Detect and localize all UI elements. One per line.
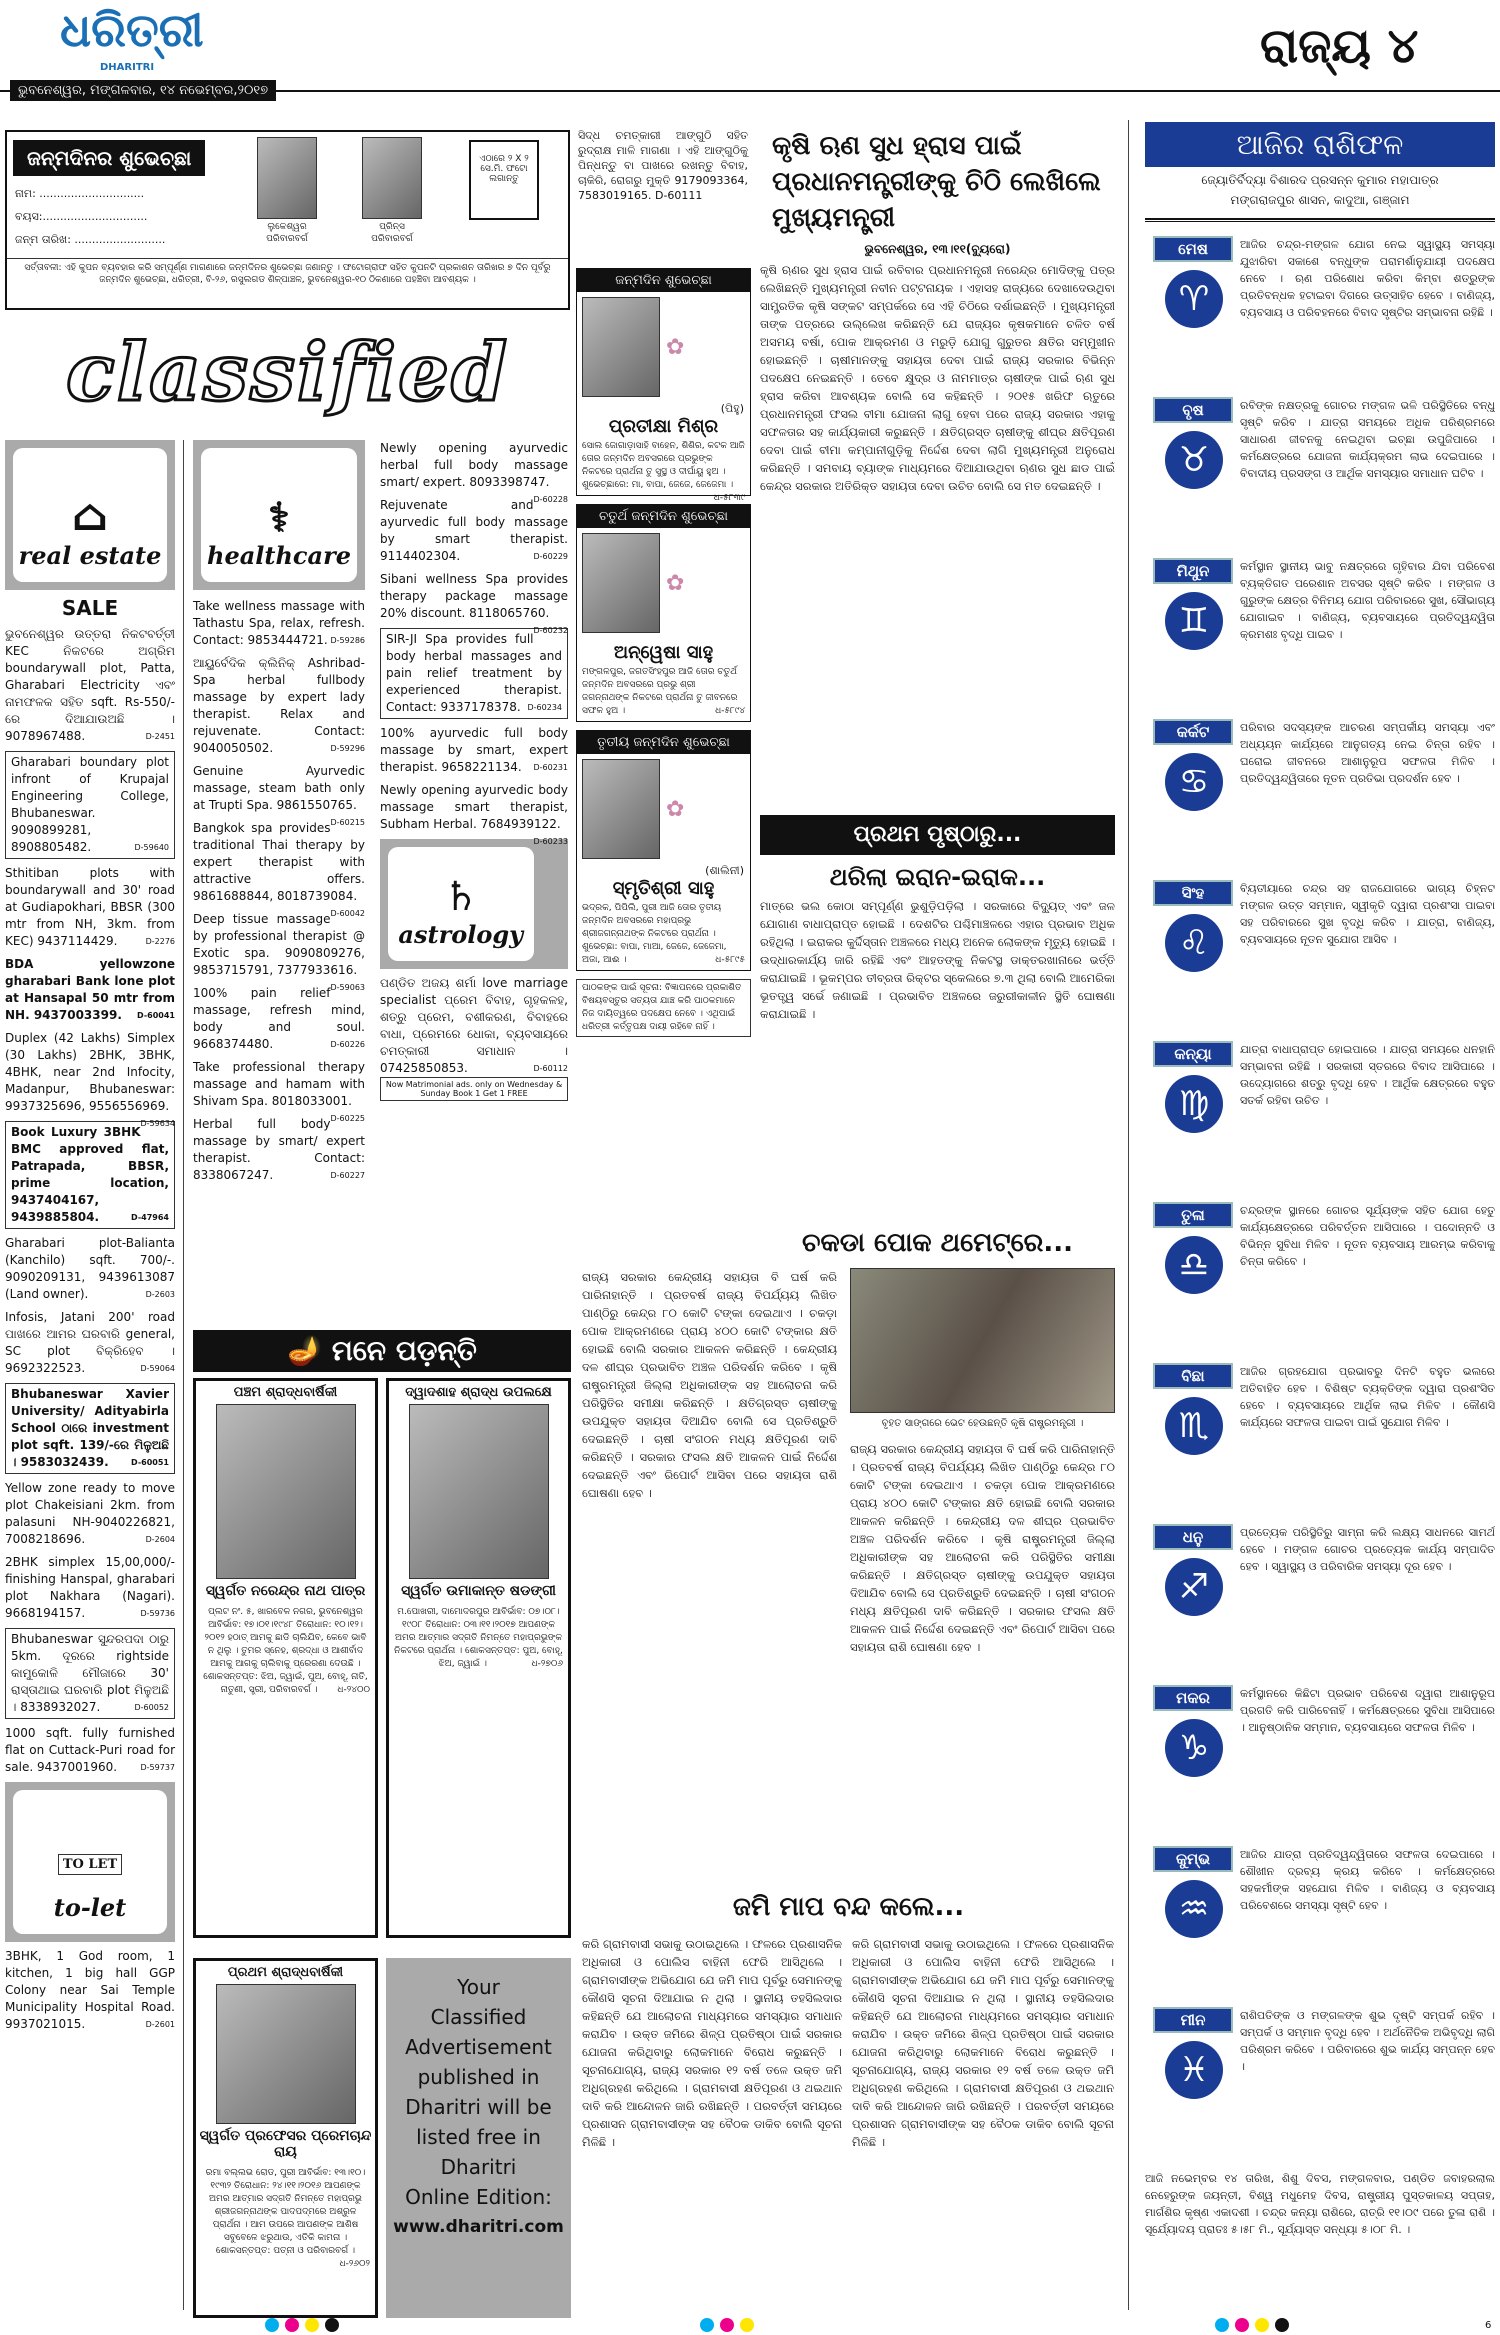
stethoscope-icon: ⚕ — [268, 494, 290, 541]
land-body: କରି ଗ୍ରାମବାସୀ ସଭାକୁ ଉଠାଇଥିଲେ । ଫଳରେ ପ୍ରଶାସନିକ ଅଧିକାରୀ ଓ ପୋଲିସ ବାହିନୀ ଫେରି ଆସିଥିଲେ । ଗ୍ରାମବାସୀଙ୍କ ଅଭିଯୋଗ ଯେ ଜମି ମାପ ପୂର୍ବରୁ ସେମାନଙ୍କୁ କୌଣସି ସୂଚନା ଦିଆଯାଇ ନ ଥିଲା । ସ୍ଥାନୀୟ ତହସିଲଦାର କହିଛନ୍ତି ଯେ ଆଲୋଚନା ମାଧ୍ୟମରେ ସମସ୍ୟାର ସମାଧାନ କରାଯିବ । ଉକ୍ତ ଜମିରେ ଶିଳ୍ପ ପ୍ରତିଷ୍ଠା ପାଇଁ ସରକାର ଯୋଜନା କରିଥିବାରୁ ଲୋକମାନେ ବିରୋଧ କରୁଛନ୍ତି । ସୂଚନାଯୋଗ୍ୟ, ରାଜ୍ୟ ସରକାର ୧୨ ବର୍ଷ ତଳେ ଉକ୍ତ ଜମି ଅଧିଗ୍ରହଣ କରିଥିଲେ । ଗ୍ରାମବାସୀ କ୍ଷତିପୂରଣ ଓ ଥଇଥାନ ଦାବି କରି ଆନ୍ଦୋଳନ ଜାରି ରଖିଛନ୍ତି । ପରବର୍ତ୍ତୀ ସମୟରେ ପ୍ରଶାସନ ଗ୍ରାମବାସୀଙ୍କ ସହ ବୈଠକ ଡାକିବ ବୋଲି ସୂଚନା ମିଳିଛି । — [582, 1937, 842, 2149]
ad-code: D-59640 — [134, 843, 169, 852]
ad-line: Dharitri — [440, 2155, 517, 2179]
page-section-label: ରାଜ୍ୟ ୪ — [1260, 18, 1419, 74]
classified-ad — [193, 1059, 365, 1123]
ad-text: Genuine Ayurvedic massage, steam bath only at Trupti Spa. 9861550765. — [193, 764, 365, 812]
ad-text: Infosis, Jatani 200' road ପାଖରେ ଆମର ଘରବାରି general, SC plot ବିକ୍ରିହେବ । 9692322523. — [5, 1310, 175, 1375]
obituary-text — [196, 1603, 375, 1700]
birthday-wish — [576, 268, 751, 503]
classified-ad — [5, 1480, 175, 1548]
birthday-wish — [576, 504, 751, 722]
double-rule — [1145, 218, 1495, 222]
cyan-mark — [1215, 2318, 1229, 2332]
ad-code: D-60227 — [330, 1171, 365, 1180]
ad-code: ଧ-୨୪୦୦ — [337, 1685, 370, 1695]
cyan-mark — [265, 2318, 279, 2332]
zodiac-sign-icon: ♊ — [1165, 592, 1223, 650]
ad-code: D-2604 — [145, 1535, 175, 1544]
birthday-coupon — [5, 130, 570, 310]
horoscope-text: ଆଜିର ଚନ୍ଦ୍ର-ମଙ୍ଗଳ ଯୋଗ ନେଇ ସ୍ୱାସ୍ଥ୍ୟ ସମସ୍ୟା ଯୁଝାରିବା ସକାଶେ ବନ୍ଧୁଙ୍କ ପରାମର୍ଶାନୁଯାୟୀ ପଦକ୍ଷେପ ନେବେ । ଋଣ ପରିଶୋଧ କରିବା କିମ୍ବା ଶତ୍ରୁଙ୍କ ପ୍ରତିବନ୍ଧକ ହଟାଇବା ଦିଗରେ ଉତ୍ସାହିତ ହେବେ । ବାଣିଜ୍ୟ, ବ୍ୟବସାୟ ଓ ପରିବହନରେ ବିବାଦ ସୃଷ୍ଟିର ସମ୍ଭାବନା ରହିଛି । — [1240, 238, 1495, 319]
obituary-title: ପଞ୍ଚମ ଶ୍ରାଦ୍ଧବାର୍ଷିକୀ — [233, 1385, 338, 1400]
horoscope-text: ପ୍ରତ୍ୟେକ ପରିସ୍ଥିତିରୁ ସାମ୍ନା କରି ଲକ୍ଷ୍ୟ ସାଧନରେ ସାମର୍ଥ ହେବେ । ମଙ୍ଗଳ ଗୋଚର ପ୍ରତ୍ୟେକ କାର୍ଯ୍ୟ ସମ୍ପାଦିତ ହେବ । ସ୍ୱାସ୍ଥ୍ୟ ଓ ପରିବାରିକ ସମସ୍ୟା ଦୂର ହେବ । — [1240, 1526, 1495, 1573]
matrimonial-note: Now Matrimonial ads. only on Wednesday & Sunday Book 1 Get 1 FREE — [380, 1077, 568, 1101]
website-link[interactable]: www.dharitri.com — [393, 2217, 564, 2237]
zodiac-entry — [1145, 1037, 1495, 1197]
ad-text: ଆୟୁର୍ବେଦିକ କ୍ଲିନିକ୍ Ashribad-Spa herbal fullbody massage by expert lady therapist. Relax and rejuvenate. Contact: 9040050502. — [193, 656, 365, 755]
sale-heading: SALE — [61, 596, 119, 620]
magenta-mark — [285, 2318, 299, 2332]
yellow-mark — [305, 2318, 319, 2332]
child-name: ପ୍ରତୀକ୍ଷା ମିଶ୍ର — [608, 416, 719, 437]
ad-code: D-60225 — [330, 1114, 365, 1123]
obituary-body: ରମା ବଲ୍ଲଭ ରୋଡ, ପୁରୀ ଆବିର୍ଭାବ: ୧୩।୧୦।୧୯୩୨ ତିରୋଧାନ: ୨୪।୧୧।୨୦୧୬ ଆପଣଙ୍କ ଅମର ଆତ୍ମାର ସଦ୍ଗତି ନିମନ୍ତେ ମହାପ୍ରଭୁ ଶ୍ରୀଜଗନ୍ନାଥଙ୍କ ପାଦପଦ୍ମରେ ଅଶ୍ରୁଳ ପ୍ରାର୍ଥନା । ଆମ ଉପରେ ଆପଣଙ୍କ ଆଶିଷ ସବୁବେଳେ ଝରୁଥାଉ, ଏତିକି କାମନା । ଶୋକସନ୍ତପ୍ତ: ପତ୍ନୀ ଓ ପରିବାରବର୍ଗ । — [205, 2168, 366, 2256]
ad-code: D-60228 — [533, 495, 568, 504]
zodiac-entry — [1145, 1198, 1495, 1358]
black-mark — [1275, 2318, 1289, 2332]
horoscope-text: କର୍ମସ୍ଥାନ ସ୍ଥାନୀୟ ଭାବୁ ନକ୍ଷତ୍ରରେ ଗୃହିବାର ଯିବା ପରିବେଶ ବ୍ୟକ୍ତିଗତ ପରେଶାନ ଅବସର ସୃଷ୍ଟି କରିବ । ମଙ୍ଗଳ ଓ ଗୁରୁଙ୍କ କ୍ଷେତ୍ର ବିନିମୟ ଯୋଗ ପରିବାରରେ ସୁଖ, ସୌଭାଗ୍ୟ ଯୋଗାଇବ । ବାଣିଜ୍ୟ, ବ୍ୟବସାୟରେ ପ୍ରତିଦ୍ୱନ୍ଦ୍ୱିତା କ୍ରମଶଃ ବୃଦ୍ଧି ପାଇବ । — [1240, 560, 1495, 641]
obituary-notice — [193, 1958, 378, 2318]
lead-article — [760, 128, 1115, 808]
column-divider — [1128, 120, 1129, 2310]
dateline: ଭୁବନେଶ୍ୱର, ମଙ୍ଗଳବାର, ୧୪ ନଭେମ୍ବର,୨୦୧୭ — [10, 80, 276, 101]
zodiac-sign-icon: ♐ — [1165, 1558, 1223, 1616]
mane-padanti-banner — [193, 1330, 571, 1372]
magenta-mark — [720, 2318, 734, 2332]
zodiac-entry — [1145, 393, 1495, 553]
page-number: 6 — [1485, 2320, 1492, 2331]
ad-text: BDA yellowzone gharabari Bank lone plot at Hansapal 50 mtr from NH. 9437003399. — [5, 957, 175, 1022]
ad-line: Online Edition: — [405, 2185, 552, 2209]
ad-code: D-2603 — [145, 1290, 175, 1299]
ad-code: ଧ-୨୬୦୨ — [339, 2259, 370, 2269]
lead-body: କୃଷି ଋଣର ସୁଧ ହ୍ରାସ ପାଇଁ ରବିବାର ପ୍ରଧାନମନ୍ତ୍ରୀ ନରେନ୍ଦ୍ର ମୋଦିଙ୍କୁ ପତ୍ର ଲେଖିଛନ୍ତି ମୁଖ୍ୟମନ୍ତ୍ରୀ ନବୀନ ପଟ୍ଟନାୟକ । ଏହାସହ ରାଜ୍ୟରେ ଦେଖାଦେଉଥିବା ସାମ୍ପ୍ରତିକ କୃଷି ସଙ୍କଟ ସମ୍ପର୍କରେ ସେ ଏହି ଚିଠିରେ ଦର୍ଶାଇଛନ୍ତି । ମୁଖ୍ୟମନ୍ତ୍ରୀ ତାଙ୍କ ପତ୍ରରେ ଉଲ୍ଲେଖ କରିଛନ୍ତି ଯେ ରାଜ୍ୟର କୃଷକମାନେ ଚଳିତ ବର୍ଷ ଅସମୟ ବର୍ଷା, ପୋକ ଆକ୍ରମଣ ଓ ମରୁଡ଼ି ଯୋଗୁ ଗୁରୁତର କ୍ଷତିର ସମ୍ମୁଖୀନ ହୋଇଛନ୍ତି । ଚାଷୀମାନଙ୍କୁ ସହାୟତା ଦେବା ପାଇଁ ରାଜ୍ୟ ସରକାର ବିଭିନ୍ନ ପଦକ୍ଷେପ ନେଇଛନ୍ତି । ତେବେ କ୍ଷୁଦ୍ର ଓ ନାମମାତ୍ର ଚାଷୀଙ୍କ ପାଇଁ ଋଣ ସୁଧ ହ୍ରାସ କରିବା ଆବଶ୍ୟକ ବୋଲି ସେ କହିଛନ୍ତି । ୨୦୧୫ ଖରିଫ ଋତୁରେ ପ୍ରଧାନମନ୍ତ୍ରୀ ଫସଲ ବୀମା ଯୋଜନା ଲାଗୁ ହେବା ପରେ ରାଜ୍ୟ ସରକାର ଏହାକୁ ସଫଳତାର ସହ କାର୍ଯ୍ୟକାରୀ କରୁଛନ୍ତି । କ୍ଷତିଗ୍ରସ୍ତ ଚାଷୀଙ୍କୁ ଶୀଘ୍ର କ୍ଷତିପୂରଣ ଦେବା ପାଇଁ ବୀମା କମ୍ପାନୀଗୁଡ଼ିକୁ ନିର୍ଦ୍ଦେଶ ଦେବା ଲାଗି ମୁଖ୍ୟମନ୍ତ୍ରୀ ଅନୁରୋଧ କରିଛନ୍ତି । ସମବାୟ ବ୍ୟାଙ୍କ ମାଧ୍ୟମରେ ଦିଆଯାଉଥିବା ଋଣର ସୁଧ ଛାଡ ପାଇଁ କେନ୍ଦ୍ର ସରକାର ଅତିରିକ୍ତ ସହାୟତା ଦେବା ଉଚିତ ବୋଲି ସେ ମତ ଦେଇଛନ୍ତି । — [760, 263, 1115, 493]
horoscope-text: ଚନ୍ଦ୍ରଙ୍କ ସ୍ଥାନରେ ଗୋଚର ସୂର୍ଯ୍ୟଙ୍କ ସହିତ ଯୋଗ ହେତୁ କାର୍ଯ୍ୟକ୍ଷେତ୍ରରେ ପରିବର୍ତ୍ତନ ଆସିପାରେ । ପଦୋନ୍ନତି ଓ ବିଭିନ୍ନ ସୁବିଧା ମିଳିବ । ନୂତନ ବ୍ୟବସାୟ ଆରମ୍ଭ କରିବାକୁ ଚିନ୍ତା କରିବେ । — [1240, 1204, 1495, 1268]
ad-code: ଧ-୫୮୯୪ — [715, 706, 745, 716]
ad-code: ଧ-୫୮୩୯ — [713, 493, 745, 503]
classified-ad — [380, 628, 568, 719]
zodiac-sign-icon: ♉ — [1165, 431, 1223, 489]
ad-code: D-60232 — [533, 626, 568, 635]
healthcare-label: healthcare — [207, 541, 351, 570]
child-photo — [362, 137, 422, 219]
ad-text: Deep tissue massage by professional therapist @ Exotic spa. 9090809276, 9853715791, 7377933616. — [193, 912, 365, 977]
classified-ad — [5, 1030, 175, 1128]
zodiac-sign-icon: ♒ — [1165, 1880, 1223, 1938]
horoscope-text: ରାଶିପତିଙ୍କ ଓ ମଙ୍ଗଳଙ୍କ ଶୁଭ ଦୃଷ୍ଟି ସମ୍ପର୍କ ରହିବ । ସମ୍ପର୍କ ଓ ସମ୍ମାନ ବୃଦ୍ଧି ହେବ । ଅର୍ଥନୈତିକ ଅଭିବୃଦ୍ଧି ଲାଗି ପରିଶ୍ରମ କରିବେ । ପରିବାରରେ ଶୁଭ କାର୍ଯ୍ୟ ସମ୍ପନ୍ନ ହେବ । — [1240, 2009, 1495, 2073]
obituaries — [193, 1378, 571, 2318]
horoscope-text: କର୍ମସ୍ଥାନରେ କିଛିଟା ପ୍ରଭାବ ପରିବେଶ ଦ୍ୱାରା ଆଶାନୁରୂପ ପ୍ରଗତି କରି ପାରିବେନାହିଁ । କର୍ମକ୍ଷେତ୍ରରେ ସୁବିଧା ଆସିପାରେ । ଆନୁଷ୍ଠାନିକ ସମ୍ମାନ, ବ୍ୟବସାୟରେ ସଫଳତା ମିଳିବ । — [1240, 1687, 1495, 1734]
print-registration-marks — [0, 2318, 1470, 2335]
lead-dateline: ଭୁବନେଶ୍ୱର, ୧୩।୧୧(ବ୍ୟୁରୋ) — [864, 242, 1011, 256]
wish-body: ସୋଲ ଜୋଗାଡ଼ାସାହି ବାହେନ, ଶିଶିର, କଟକ ଆଜି ତୋର ଜନ୍ମଦିନ ଅବସରରେ ପ୍ରଭୁଙ୍କ ନିକଟରେ ପ୍ରାର୍ଥନା ତୁ ସୁସ୍ଥ ଓ ଦୀର୍ଘାୟୁ ହୁଅ । ଶୁଭେଚ୍ଛାରେ: ମା, ବାପା, ଜେଜେ, ଜେଜେମା । — [582, 441, 745, 490]
deceased-name: ସ୍ୱର୍ଗତ ପ୍ରଫେସର ପ୍ରେମଚାନ୍ଦ ରାୟ — [199, 2128, 372, 2160]
ad-code: D-2451 — [145, 732, 175, 741]
zodiac-sign-icon: ♍ — [1165, 1075, 1223, 1133]
zodiac-name: କନ୍ୟା — [1153, 1041, 1233, 1067]
ad-text: Gharabari plot-Balianta (Kanchilo) sqft. 700/-. 9090209131, 9439613087 (Land owner). — [5, 1236, 175, 1301]
ad-code: D-47964 — [131, 1213, 169, 1222]
zodiac-name: ବିଛା — [1153, 1363, 1233, 1389]
wish-text — [577, 899, 750, 970]
astrologer-name: ଜ୍ୟୋତିର୍ବିଦ୍ୟା ବିଶାରଦ ପ୍ରସନ୍ନ କୁମାର ମହାପାତ୍ର — [1201, 173, 1439, 187]
zodiac-entry — [1145, 1842, 1495, 2002]
zodiac-name: ବୃଷ — [1153, 397, 1233, 423]
classified-ad — [5, 956, 175, 1024]
ring-ad: ସିଦ୍ଧ ଚମତ୍କାରୀ ଆଙ୍ଗୁଠି ସହିତ ରୁଦ୍ରାକ୍ଷ ମାଳି ମାଗଣା । ଏହି ଆଙ୍ଗୁଠିକୁ ପିନ୍ଧନ୍ତୁ ବା ପାଖରେ ରଖନ୍ତୁ ବିବାହ, ଚାକିରି, ରୋଗରୁ ମୁକ୍ତି 9179093364, 7583019165. D-60111 — [578, 129, 748, 202]
land-headline: ଜମି ମାପ ବନ୍ଦ କଲେ... — [732, 1892, 965, 1922]
continued-headline: ଥରିଲା ଇରାନ-ଇରାକ... — [829, 863, 1046, 891]
to-let-sign-icon: TO LET — [58, 1854, 122, 1875]
ad-line: published in — [417, 2065, 540, 2089]
zodiac-name: ମେଷ — [1153, 236, 1233, 262]
house-icon: ⌂ — [71, 490, 109, 541]
ad-code: D-59736 — [140, 1609, 175, 1618]
zodiac-entry — [1145, 232, 1495, 392]
ad-code: D-60231 — [533, 763, 568, 772]
ad-text: Duplex (42 Lakhs) Simplex (30 Lakhs) 2BHK, 3BHK, 4BHK, near 2nd Infocity, Madanpur, Bhubaneswar: 9937325696, 9556556969. — [5, 1031, 175, 1113]
zodiac-sign-icon: ♈ — [1165, 270, 1223, 328]
horoscope-text: ଯାତ୍ରା ବାଧାପ୍ରାପ୍ତ ହୋଇପାରେ । ଯାତ୍ରା ସମୟରେ ଧନହାନି ସମ୍ଭାବନା ରହିଛି । ସରକାରୀ ସ୍ତରରେ ବିବାଦ ଆସିପାରେ । ଉଦ୍ୟୋଗରେ ଶତ୍ରୁ ବୃଦ୍ଧି ହେବ । ଆର୍ଥିକ କ୍ଷେତ୍ରରେ ବହୁତ ସତର୍କ ରହିବା ଉଚିତ । — [1240, 1043, 1495, 1107]
to-let-icon-ad — [5, 1782, 175, 1942]
ad-text: Gharabari boundary plot infront of Krupajal Engineering College, Bhubaneswar. 9090899281, 8908805482. — [11, 755, 169, 854]
continued-body: ମାତ୍ରେ ଭଲ କୋଠା ସମ୍ପୂର୍ଣ୍ଣ ଭୁଶୁଡ଼ିପଡ଼ିଲା । ସରକାରେ ବିଦ୍ୟୁତ୍ ଏବଂ ଜଳ ଯୋଗାଣ ବାଧାପ୍ରାପ୍ତ ହୋଇଛି । ଦେଶଟିର ପଶ୍ଚିମାଞ୍ଚଳରେ ଏହାର ପ୍ରଭାବ ଅଧିକ ରହିଥିଲା । ଇରାକର କୁର୍ଦ୍ଦିସ୍ତାନ ଅଞ୍ଚଳରେ ମଧ୍ୟ ଅନେକ ଲୋକଙ୍କ ମୃତ୍ୟୁ ହୋଇଛି । ଉଦ୍ଧାରକାର୍ଯ୍ୟ ଜାରି ରହିଛି ଏବଂ ଆହତଙ୍କୁ ନିକଟସ୍ଥ ଡାକ୍ତରଖାନାରେ ଭର୍ତ୍ତି କରାଯାଇଛି । ଭୂକମ୍ପର ତୀବ୍ରତା ରିକ୍ଟର ସ୍କେଲରେ ୭.୩ ଥିଲା ବୋଲି ଆମେରିକା ଭୂତତ୍ତ୍ୱ ସର୍ଭେ ଜଣାଇଛି । ପ୍ରଭାବିତ ଅଞ୍ଚଳରେ ଜରୁରୀକାଳୀନ ସ୍ଥିତି ଘୋଷଣା କରାଯାଇଛି । — [760, 899, 1115, 1021]
classified-ad — [193, 598, 365, 649]
obituary-title: ଦ୍ୱାଦଶାହ ଶ୍ରାଦ୍ଧ ଉପଲକ୍ଷେ — [405, 1385, 552, 1400]
magenta-mark — [1235, 2318, 1249, 2332]
ad-text: Bhubaneswar Xavier University/ Adityabirla School ଠାରେ investment plot sqft. 139/-ରେ ମିଳୁଅଛି । 9583032439. — [11, 1387, 169, 1469]
child-photo — [582, 759, 660, 859]
free-online-ad — [386, 1958, 571, 2318]
pest-body-continued: ରାଜ୍ୟ ସରକାର କେନ୍ଦ୍ରୀୟ ସହାୟତା ବି ଘର୍ଷ କରି ପାରିନାହାନ୍ତି । ପ୍ରତବର୍ଷ ରାଜ୍ୟ ବିପର୍ଯ୍ୟୟ ଲିଖିତ ପାଣ୍ଠିରୁ କେନ୍ଦ୍ର ୮୦ କୋଟି ଟଙ୍କା ଦେଇଥାଏ । ଚକଡ଼ା ପୋକ ଆକ୍ରମଣରେ ପ୍ରାୟ ୪୦୦ କୋଟି ଟଙ୍କାର କ୍ଷତି ହୋଇଛି ବୋଲି ସରକାର ଆକଳନ କରିଛନ୍ତି । କେନ୍ଦ୍ରୀୟ ଦଳ ଶୀଘ୍ର ପ୍ରଭାବିତ ଅଞ୍ଚଳ ପରିଦର୍ଶନ କରିବେ । କୃଷି ରାଷ୍ଟ୍ରମନ୍ତ୍ରୀ ଜିଲ୍ଲା ଅଧିକାରୀଙ୍କ ସହ ଆଲୋଚନା କରି ପରିସ୍ଥିତିର ସମୀକ୍ଷା କରିଛନ୍ତି । କ୍ଷତିଗ୍ରସ୍ତ ଚାଷୀଙ୍କୁ ଉପଯୁକ୍ତ ସହାୟତା ଦିଆଯିବ ବୋଲି ସେ ପ୍ରତିଶ୍ରୁତି ଦେଇଛନ୍ତି । ଚାଷୀ ସଂଗଠନ ମଧ୍ୟ କ୍ଷତିପୂରଣ ଦାବି କରିଛନ୍ତି । ସରକାର ଫସଲ କ୍ଷତି ଆକଳନ ପାଇଁ ନିର୍ଦ୍ଦେଶ ଦେଇଛନ୍ତି ଏବଂ ରିପୋର୍ଟ ଆସିବା ପରେ ସହାୟତା ରାଶି ଘୋଷଣା ହେବ । — [850, 1442, 1115, 1654]
zodiac-name: ତୁଳା — [1153, 1202, 1233, 1228]
ad-code: D-59064 — [140, 1364, 175, 1373]
yellow-mark — [740, 2318, 754, 2332]
birthday-wishes-column — [576, 268, 751, 1037]
ad-text: Newly opening ayurvedic herbal full body massage smart/ expert. 8093398747. — [380, 441, 568, 489]
portrait-photo — [216, 1404, 356, 1579]
obituary-text — [196, 2164, 375, 2269]
horoscope-text: ରବିଙ୍କ ନକ୍ଷତ୍ରକୁ ଗୋଚର ମଙ୍ଗଳ ଭଳି ପରିସ୍ଥିତିରେ ବନ୍ଧୁ ସୃଷ୍ଟି କରିବ । ଯାତ୍ରା ସମୟରେ ଅଧିକ ପରିଶ୍ରମରେ ସାଧାରଣ ଜୀବନକୁ ନେଇଥିବା ଇଚ୍ଛା ଉପୁଜିପାରେ । କର୍ମକ୍ଷେତ୍ରରେ ଯୋଜନା କାର୍ଯ୍ୟକ୍ରମ ଲାଭ ଦେଇପାରେ । ବିବାଦୀୟ ପ୍ରସଙ୍ଗ ଓ ଆର୍ଥିକ ସମସ୍ୟାର ସମାଧାନ ଘଟିବ । — [1240, 399, 1495, 480]
ad-text: SIR-JI Spa provides full body herbal massages and pain relief treatment by experienced therapist. Contact: 9337178378. — [386, 632, 562, 714]
cyan-mark — [700, 2318, 714, 2332]
zodiac-name: ମକର — [1153, 1685, 1233, 1711]
ad-line: Your — [457, 1975, 500, 1999]
ad-code: D-60229 — [533, 552, 568, 561]
ad-code: D-2601 — [145, 2020, 175, 2029]
to-let-label: to-let — [53, 1893, 127, 1922]
pest-body: ରାଜ୍ୟ ସରକାର କେନ୍ଦ୍ରୀୟ ସହାୟତା ବି ଘର୍ଷ କରି ପାରିନାହାନ୍ତି । ପ୍ରତବର୍ଷ ରାଜ୍ୟ ବିପର୍ଯ୍ୟୟ ଲିଖିତ ପାଣ୍ଠିରୁ କେନ୍ଦ୍ର ୮୦ କୋଟି ଟଙ୍କା ଦେଇଥାଏ । ଚକଡ଼ା ପୋକ ଆକ୍ରମଣରେ ପ୍ରାୟ ୪୦୦ କୋଟି ଟଙ୍କାର କ୍ଷତି ହୋଇଛି ବୋଲି ସରକାର ଆକଳନ କରିଛନ୍ତି । କେନ୍ଦ୍ରୀୟ ଦଳ ଶୀଘ୍ର ପ୍ରଭାବିତ ଅଞ୍ଚଳ ପରିଦର୍ଶନ କରିବେ । କୃଷି ରାଷ୍ଟ୍ରମନ୍ତ୍ରୀ ଜିଲ୍ଲା ଅଧିକାରୀଙ୍କ ସହ ଆଲୋଚନା କରି ପରିସ୍ଥିତିର ସମୀକ୍ଷା କରିଛନ୍ତି । କ୍ଷତିଗ୍ରସ୍ତ ଚାଷୀଙ୍କୁ ଉପଯୁକ୍ତ ସହାୟତା ଦିଆଯିବ ବୋଲି ସେ ପ୍ରତିଶ୍ରୁତି ଦେଇଛନ୍ତି । ଚାଷୀ ସଂଗଠନ ମଧ୍ୟ କ୍ଷତିପୂରଣ ଦାବି କରିଛନ୍ତି । ସରକାର ଫସଲ କ୍ଷତି ଆକଳନ ପାଇଁ ନିର୍ଦ୍ଦେଶ ଦେଇଛନ୍ତି ଏବଂ ରିପୋର୍ଟ ଆସିବା ପରେ ସହାୟତା ରାଶି ଘୋଷଣା ହେବ । — [582, 1270, 837, 1500]
ad-text: 100% ayurvedic full body massage by smart, expert therapist. 9658221134. — [380, 726, 568, 774]
wish-title: ତୃତୀୟ ଜନ୍ମଦିନ ଶୁଭେଚ୍ଛା — [577, 731, 750, 754]
reader-notice: ପାଠକଙ୍କ ପାଇଁ ସୂଚନା: ବିଜ୍ଞାପନରେ ପ୍ରକାଶିତ ବିଷୟବସ୍ତୁର ସତ୍ୟତା ଯାଞ୍ଚ କରି ପାଠକମାନେ ନିଜ ଦାୟିତ୍ୱରେ ପଦକ୍ଷେପ ନେବେ । ଏଥିପାଇଁ ଧରିତ୍ରୀ କର୍ତ୍ତୃପକ୍ଷ ଦାୟୀ ରହିବେ ନାହିଁ । — [576, 979, 751, 1037]
zodiac-name: ଧନୁ — [1153, 1524, 1233, 1550]
portrait-photo — [409, 1404, 549, 1579]
classified-ad — [5, 1383, 175, 1474]
ad-code: D-59634 — [140, 1119, 175, 1128]
horoscope-text: ବ୍ୟିତୀୟାରେ ଚନ୍ଦ୍ର ସହ ରାଜଯୋଗରେ ଭାଗ୍ୟ ଚିହ୍ନଟ ମଙ୍ଗଳ ଉତ୍ତ ସମ୍ମାନ, ସ୍ୱୀକୃତି ଦ୍ୱାରା ପ୍ରଶଂସା ପାଇବା ସହ ପରିବାରରେ ସୁଖ ବୃଦ୍ଧି କରିବ । ଯାତ୍ରା, ବାଣିଜ୍ୟ, ବ୍ୟବସାୟରେ ନୂତନ ସୁଯୋଗ ଆସିବ । — [1240, 882, 1495, 946]
real-estate-column — [5, 440, 175, 2033]
photo-caption: ବୃହତ ସାଙ୍ଗରେ ଭେଟ ହେଉଛନ୍ତି କୃଷି ରାଷ୍ଟ୍ରମନ୍ତ୍ରୀ । — [881, 1418, 1084, 1429]
child-photo — [257, 137, 317, 219]
ad-code: D-60112 — [533, 1064, 568, 1073]
classified-ad — [380, 725, 568, 776]
healthcare-icon-ad — [193, 440, 365, 590]
photo-caption: ଲୁକେଶ୍ୱର ପରିବାରବର୍ଗ — [266, 222, 308, 244]
horoscope-text: ପରିବାର ସଦସ୍ୟଙ୍କ ଆଚରଣ ସମ୍ପର୍କୀୟ ସମସ୍ୟା ଏବଂ ଅଧ୍ୟୟନ କାର୍ଯ୍ୟରେ ଆନୁଗତ୍ୟ ନେଇ ଚିନ୍ତା ରହିବ । ଘରୋଇ ଜୀବନରେ ଆଶାନୁରୂପ ସଫଳତା ମିଳିବ । ପ୍ରତିଦ୍ୱନ୍ଦ୍ୱିତାରେ ନୂତନ ପ୍ରତିଭା ପ୍ରଦର୍ଶନ ହେବ । — [1240, 721, 1495, 785]
wish-text — [577, 437, 750, 503]
ad-code: D-59063 — [330, 983, 365, 992]
child-photo — [582, 533, 660, 633]
obituary-body: ମ.ପୋଖରୀ, ଦାମୋଦରପୁର ଆବିର୍ଭାବ: ୦୭।୦୮।୧୯୦୮ ତିରୋଧାନ: ୦୩।୧୧।୨୦୧୭ ଆପଣଙ୍କ ଅମର ଆତ୍ମାର ସଦ୍ଗତି ନିମନ୍ତେ ମହାପ୍ରଭୁଙ୍କ ନିକଟରେ ପ୍ରାର୍ଥନା । ଶୋକସନ୍ତପ୍ତ: ପୁଅ, ବୋହୂ, ଝିଅ, ଜ୍ୱାଇଁ । — [394, 1607, 563, 1669]
continued-article — [760, 815, 1115, 1220]
zodiac-name: ସିଂହ — [1153, 880, 1233, 906]
ad-text: Take wellness massage with Tathastu Spa, relax, refresh. Contact: 9853444721. — [193, 599, 365, 647]
child-name: ସ୍ମୃତିଶ୍ରୀ ସାହୁ — [612, 878, 715, 899]
child-name: ଅନ୍ୱେଷା ସାହୁ — [613, 642, 714, 663]
saturn-icon: ♄ — [442, 873, 479, 920]
obituary-body: ପ୍ଲଟ ନଂ. ୫, ଖାରବେଳ ନଗର, ଭୁବନେଶ୍ୱର ଆବିର୍ଭାବ: ୧୭।୦୧।୧୯୪୮ ତିରୋଧାନ: ୧୦।୧୨।୨୦୧୨ ହଠାତ୍ ଆମକୁ ଛାଡି ଚାଲିଯିବ, କେବେ ଭାବି ନ ଥିଲୁ । ତୁମର ସ୍ନେହ, ଶ୍ରଦ୍ଧା ଓ ଆଶୀର୍ବାଦ ଆମକୁ ଆଗକୁ ଚାଲିବାକୁ ପ୍ରେରଣା ଦେଉଛି । ଶୋକସନ୍ତପ୍ତ: ଝିଅ, ଜ୍ୱାଇଁ, ପୁଅ, ବୋହୂ, ନାତି, ନାତୁଣୀ, ସ୍ତ୍ରୀ, ପରିବାରବର୍ଗ । — [203, 1607, 368, 1695]
ad-text: 1000 sqft. fully furnished flat on Cuttack-Puri road for sale. 9437001960. — [5, 1726, 175, 1774]
child-photo — [582, 297, 660, 397]
obituary-notice — [386, 1378, 571, 1938]
logo-subtitle: DHARITRI — [100, 62, 155, 73]
deceased-name: ସ୍ୱର୍ଗତ ଉମାକାନ୍ତ ଷଡଙ୍ଗୀ — [401, 1583, 556, 1599]
ad-code: ଧ-୫୮୯୫ — [715, 955, 745, 965]
ad-text: ପଣ୍ଡିତ ଅଜୟ ଶର୍ମା love marriage specialist ପ୍ରେମ ବିବାହ, ଗୃହକଳହ, ଶତ୍ରୁ ପ୍ରେମ, ବଶୀକରଣ, ବିବାହରେ ବାଧା, ପ୍ରେମରେ ଧୋକା, ବ୍ୟବସାୟରେ ଚମତ୍କାରୀ ସମାଧାନ । 07425850853. — [380, 976, 568, 1075]
wish-title: ଚତୁର୍ଥ ଜନ୍ମଦିନ ଶୁଭେଚ୍ଛା — [577, 505, 750, 528]
coupon-terms: ସର୍ତ୍ତାବଳୀ: ଏହି କୁପନ ବ୍ୟବହାର କରି ସମ୍ପୂର୍ଣ୍ଣ ମାଗଣାରେ ଜନ୍ମଦିନର ଶୁଭେଚ୍ଛା ଜଣାନ୍ତୁ । ଫଟୋଗ୍ରାଫ ସହିତ କୁପନଟି ପ୍ରକାଶନ ତାରିଖର ୭ ଦିନ ପୂର୍ବରୁ ଜନ୍ମଦିନ ଶୁଭେଚ୍ଛା, ଧରିତ୍ରୀ, ବି-୨୬, ରସୁଲଗଡ ଶିଳ୍ପାଞ୍ଚଳ, ଭୁବନେଶ୍ୱର-୧୦ ଠିକଣାରେ ପହଞ୍ଚିବା ଆବଶ୍ୟକ । — [7, 258, 568, 289]
deceased-name: ସ୍ୱର୍ଗତ ନରେନ୍ଦ୍ର ନାଥ ପାତ୍ର — [205, 1583, 366, 1599]
ad-line: listed free in — [416, 2125, 541, 2149]
zodiac-entry — [1145, 876, 1495, 1036]
ad-code: D-59296 — [330, 744, 365, 753]
classified-ad — [380, 571, 568, 635]
astrologer-place: ମଙ୍ଗରାଜପୁର ଶାସନ, କାଦୁଆ, ଗଞ୍ଜାମ — [1230, 193, 1410, 207]
classified-ad — [5, 1121, 175, 1229]
ad-text: Book Luxury 3BHK BMC approved flat, Patrapada, BBSR, prime location, 9437404167, 9439885804. — [11, 1125, 169, 1224]
lead-headline: କୃଷି ଋଣ ସୁଧ ହ୍ରାସ ପାଇଁ ପ୍ରଧାନମନ୍ତ୍ରୀଙ୍କୁ ଚିଠି ଲେଖିଲେ ମୁଖ୍ୟମନ୍ତ୍ରୀ — [772, 131, 1101, 233]
horoscope-text: ଆଜିର ଗ୍ରହଯୋଗ ପ୍ରଭାବରୁ ଦିନଟି ବହୁତ ଭଲରେ ଅତିବାହିତ ହେବ । ବିଶିଷ୍ଟ ବ୍ୟକ୍ତିଙ୍କ ଦ୍ୱାରା ପ୍ରଶଂସିତ ହେବେ । ବ୍ୟବସାୟରେ ଆର୍ଥିକ ଲାଭ ମିଳିବ । କୌଣସି କାର୍ଯ୍ୟରେ ସଫଳତା ପାଇବା ପାଇଁ ସୁଯୋଗ ମିଳିବ । — [1240, 1365, 1495, 1429]
ad-code: D-2276 — [145, 937, 175, 946]
wish-body: ଭଦ୍ରକ, ପିପିଲି, ପୁରୀ ଆଜି ତୋର ତୃତୀୟ ଜନ୍ମଦିନ ଅବସରରେ ମହାପ୍ରଭୁ ଶ୍ରୀଜଗନ୍ନାଥଙ୍କ ନିକଟରେ ପ୍ରାର୍ଥନା । ଶୁଭେଚ୍ଛା: ବାପା, ମାଆ, ଜେଜେ, ଜେଜେମା, ଅଜା, ଆଈ । — [582, 903, 727, 965]
ad-text: 3BHK, 1 God room, 1 kitchen, 1 big hall GGP Colony near Sai Temple Municipality Hospital Road. 9937021015. — [5, 1949, 175, 2031]
astrology-label: astrology — [398, 920, 524, 949]
zodiac-entry — [1145, 554, 1495, 714]
ad-text: Newly opening ayurvedic body massage smart therapist, Subham Herbal. 7684939122. — [380, 783, 568, 831]
real-estate-icon-ad — [5, 440, 175, 590]
nickname: (ଶାଲିନୀ) — [705, 864, 744, 877]
portrait-photo — [216, 1984, 356, 2124]
ad-text: Bangkok spa provides traditional Thai therapy by expert therapist with attractive offers. 9861688844, 8018739084. — [193, 821, 365, 903]
classified-banner: classified — [65, 325, 510, 419]
zodiac-name: ମିଥୁନ — [1153, 558, 1233, 584]
classified-ad — [5, 1725, 175, 1776]
classified-ad — [5, 1235, 175, 1303]
yellow-mark — [1255, 2318, 1269, 2332]
classified-ad — [380, 440, 568, 504]
ad-text: ଭୁବନେଶ୍ୱର ଉତ୍ତରା ନିକଟବର୍ତ୍ତୀ KEC ନିକଟରେ ଅଗ୍ରିମ boundarywall plot, Patta, Gharabari Electricity ଏବଂ ନାମଫଳକ ସହିତ sqft. Rs-550/-ରେ ଦିଆଯାଉଅଛି । 9078967488. — [5, 627, 175, 743]
obituary-notice — [193, 1378, 378, 1938]
obituary-title: ପ୍ରଥମ ଶ୍ରାଦ୍ଧବାର୍ଷିକୀ — [227, 1965, 344, 1980]
wish-title: ଜନ୍ମଦିନ ଶୁଭେଚ୍ଛା — [577, 269, 750, 292]
dob-field: ଜନ୍ମ ତାରିଖ: .......................... — [15, 233, 166, 246]
zodiac-entry — [1145, 1681, 1495, 1841]
land-body-continued: କରି ଗ୍ରାମବାସୀ ସଭାକୁ ଉଠାଇଥିଲେ । ଫଳରେ ପ୍ରଶାସନିକ ଅଧିକାରୀ ଓ ପୋଲିସ ବାହିନୀ ଫେରି ଆସିଥିଲେ । ଗ୍ରାମବାସୀଙ୍କ ଅଭିଯୋଗ ଯେ ଜମି ମାପ ପୂର୍ବରୁ ସେମାନଙ୍କୁ କୌଣସି ସୂଚନା ଦିଆଯାଇ ନ ଥିଲା । ସ୍ଥାନୀୟ ତହସିଲଦାର କହିଛନ୍ତି ଯେ ଆଲୋଚନା ମାଧ୍ୟମରେ ସମସ୍ୟାର ସମାଧାନ କରାଯିବ । ଉକ୍ତ ଜମିରେ ଶିଳ୍ପ ପ୍ରତିଷ୍ଠା ପାଇଁ ସରକାର ଯୋଜନା କରିଥିବାରୁ ଲୋକମାନେ ବିରୋଧ କରୁଛନ୍ତି । ସୂଚନାଯୋଗ୍ୟ, ରାଜ୍ୟ ସରକାର ୧୨ ବର୍ଷ ତଳେ ଉକ୍ତ ଜମି ଅଧିଗ୍ରହଣ କରିଥିଲେ । ଗ୍ରାମବାସୀ କ୍ଷତିପୂରଣ ଓ ଥଇଥାନ ଦାବି କରି ଆନ୍ଦୋଳନ ଜାରି ରଖିଛନ୍ତି । ପରବର୍ତ୍ତୀ ସମୟରେ ପ୍ରଶାସନ ଗ୍ରାମବାସୀଙ୍କ ସହ ବୈଠକ ଡାକିବ ବୋଲି ସୂଚନା ମିଳିଛି । — [852, 1937, 1114, 2149]
ad-code: D-60233 — [533, 837, 568, 846]
healthcare-column — [193, 440, 365, 1190]
banner-title: ମନେ ପଡ଼ନ୍ତି — [331, 1334, 477, 1367]
classified-ad — [5, 1948, 175, 2033]
zodiac-entry — [1145, 2003, 1495, 2163]
classified-ad — [5, 1628, 175, 1719]
classified-ad — [193, 655, 365, 757]
birthday-wishes — [576, 268, 751, 971]
ad-text: Rejuvenate and ayurvedic full body massage by smart therapist. 9114402304. — [380, 498, 568, 563]
ad-text: 2BHK simplex 15,00,000/- finishing Hanspal, gharabari plot Nakhara (Nagari). 9668194157. — [5, 1555, 175, 1620]
flower-icon: ✿ — [666, 796, 685, 822]
astrology-icon-ad — [380, 839, 568, 969]
real-estate-label: real estate — [18, 541, 162, 570]
continued-bar: ପ୍ରଥମ ପୃଷ୍ଠାରୁ... — [760, 815, 1115, 855]
coupon-title: ଜନ୍ମଦିନର ଶୁଭେଚ୍ଛା — [13, 140, 205, 176]
birthday-wish — [576, 730, 751, 971]
zodiac-entry — [1145, 1359, 1495, 1519]
horoscope-text: ଆଜିର ଯାତ୍ରା ପ୍ରତିଦ୍ୱନ୍ଦ୍ୱିତାରେ ସଫଳତା ଦେଇପାରେ । ଶୌଖୀନ ଦ୍ରବ୍ୟ କ୍ରୟ କରିବେ । କର୍ମକ୍ଷେତ୍ରରେ ସହକର୍ମୀଙ୍କ ସହଯୋଗ ମିଳିବ । ବାଣିଜ୍ୟ ଓ ବ୍ୟବସାୟ ପରିବେଶରେ ସମସ୍ୟା ସୃଷ୍ଟି ହେବ । — [1240, 1848, 1495, 1912]
age-field: ବୟସ:.............................. — [15, 210, 148, 223]
ad-code: ଧ-୨୭୦୬ — [531, 1659, 563, 1669]
classified-ad — [5, 626, 175, 745]
ad-code: D-60051 — [131, 1458, 169, 1467]
obituary-text — [389, 1603, 568, 1674]
zodiac-name: ମୀନ — [1153, 2007, 1233, 2033]
ad-code: D-60052 — [134, 1703, 169, 1712]
zodiac-sign-icon: ♎ — [1165, 1236, 1223, 1294]
ad-code: D-60215 — [330, 818, 365, 827]
flower-icon: ✿ — [666, 570, 685, 596]
zodiac-sign-icon: ♑ — [1165, 1719, 1223, 1777]
spa-ads — [380, 440, 568, 846]
zodiac-entry — [1145, 1520, 1495, 1680]
spa-ads-column — [380, 440, 568, 1101]
ad-line: Dharitri will be — [405, 2095, 552, 2119]
classified-ad — [380, 782, 568, 846]
newspaper-logo: ଧରିତ୍ରୀ — [60, 3, 204, 57]
pest-headline: ଚକଡା ପୋକ ଥମେଟ୍ରେ... — [802, 1228, 1073, 1258]
classified-ad — [5, 1309, 175, 1377]
ad-code: D-60041 — [137, 1011, 175, 1020]
real-estate-ads — [5, 626, 175, 1776]
name-field: ନାମ: .............................. — [15, 187, 145, 200]
photo-slot: ଏଠାରେ ୨ X ୨ ସେ.ମି. ଫଟୋ ଲଗାନ୍ତୁ — [469, 140, 539, 220]
wish-body: ମଙ୍ଗଳପୁର, ଜଗତସିଂହପୁର ଆଜି ତୋର ଚତୁର୍ଥ ଜନ୍ମଦିନ ଅବସରରେ ପ୍ରଭୁ ଶ୍ରୀ ଜଗନ୍ନାଥଙ୍କ ନିକଟରେ ପ୍ରାର୍ଥନା ତୁ ଜୀବନରେ ସଫଳ ହୁଅ । — [582, 667, 738, 716]
ad-code: D-60234 — [527, 703, 562, 712]
zodiac-name: କୁମ୍ଭ — [1153, 1846, 1233, 1872]
black-mark — [325, 2318, 339, 2332]
ad-code: D-60042 — [330, 909, 365, 918]
photo-caption: ପ୍ରିନ୍ସ ପରିବାରବର୍ଗ — [371, 222, 413, 244]
ad-text: Sibani wellness Spa provides therapy package massage 20% discount. 8118065760. — [380, 572, 568, 620]
healthcare-ads — [193, 598, 365, 1184]
ad-text: Yellow zone ready to move plot Chakeisiani 2km. from palasuni NH-9040226821, 7008218696. — [5, 1481, 175, 1546]
ad-text: Herbal full body massage by smart/ expert therapist. Contact: 8338067247. — [193, 1117, 365, 1182]
zodiac-name: କର୍କଟ — [1153, 719, 1233, 745]
classified-ad — [5, 1554, 175, 1622]
ad-line: Advertisement — [405, 2035, 552, 2059]
lamp-icon: 🪔 — [287, 1334, 323, 1367]
wish-text — [577, 663, 750, 721]
ad-code: D-60226 — [330, 1040, 365, 1049]
zodiac-sign-icon: ♓ — [1165, 2041, 1223, 2099]
ad-text: Bhubaneswar ସୁନ୍ଦରପଦା ଠାରୁ 5km. ଦୂରରେ rightside କାମୁକୋଳି ମୌଜାରେ 30' ରାସ୍ତାଥାଇ ଘରବାରି plot ମିଳୁଅଛି । 8338932027. — [11, 1632, 169, 1714]
classified-ad — [5, 751, 175, 859]
zodiac-entry — [1145, 715, 1495, 875]
ad-line: Classified — [430, 2005, 527, 2029]
ad-text: 100% pain relief massage, refresh mind, body and soul. 9668374480. — [193, 986, 365, 1051]
classified-ad — [193, 820, 365, 918]
zodiac-sign-icon: ♌ — [1165, 914, 1223, 972]
ad-code: D-59737 — [140, 1763, 175, 1772]
news-photo — [850, 1268, 1115, 1413]
nickname: (ପିହୁ) — [720, 402, 744, 415]
ad-text: Sthitiban plots with boundarywall and 30' road at Gudiapokhari, BBSR (300 mtr from NH, 3km. from KEC) 9437114429. — [5, 866, 175, 948]
almanac-note: ଆଜି ନଭେମ୍ବର ୧୪ ତାରିଖ, ଶିଶୁ ଦିବସ, ମଙ୍ଗଳବାର, ପଣ୍ଡିତ ଜବାହରଲାଲ ନେହେରୁଙ୍କ ଜୟନ୍ତୀ, ବିଶ୍ୱ ମଧୁମେହ ଦିବସ, ରାଷ୍ଟ୍ରୀୟ ପୁସ୍ତକାଳୟ ସପ୍ତାହ, ମାର୍ଗଶିର କୃଷ୍ଣ ଏକାଦଶୀ । ଚନ୍ଦ୍ର କନ୍ୟା ରାଶିରେ, ରାତ୍ରି ୧୧।୦୯ ପରେ ତୁଳା ରାଶି । ସୂର୍ଯ୍ୟୋଦୟ ପ୍ରାତଃ ୫।୫୮ ମି., ସୂର୍ଯ୍ୟାସ୍ତ ସନ୍ଧ୍ୟା ୫।୦୮ ମି. । — [1145, 2172, 1495, 2236]
flower-icon: ✿ — [666, 334, 685, 360]
zodiac-sign-icon: ♏ — [1165, 1397, 1223, 1455]
column-divider — [183, 440, 184, 2310]
zodiac-sign-icon: ♋ — [1165, 753, 1223, 811]
classified-ad — [5, 865, 175, 950]
rashifal-title: ଆଜିର ରାଶିଫଳ — [1145, 122, 1495, 167]
ad-code: D-59286 — [330, 636, 365, 645]
classified-ad — [380, 975, 568, 1077]
classified-ad — [193, 763, 365, 827]
ad-text: Take professional therapy massage and hamam with Shivam Spa. 8018033001. — [193, 1060, 365, 1108]
